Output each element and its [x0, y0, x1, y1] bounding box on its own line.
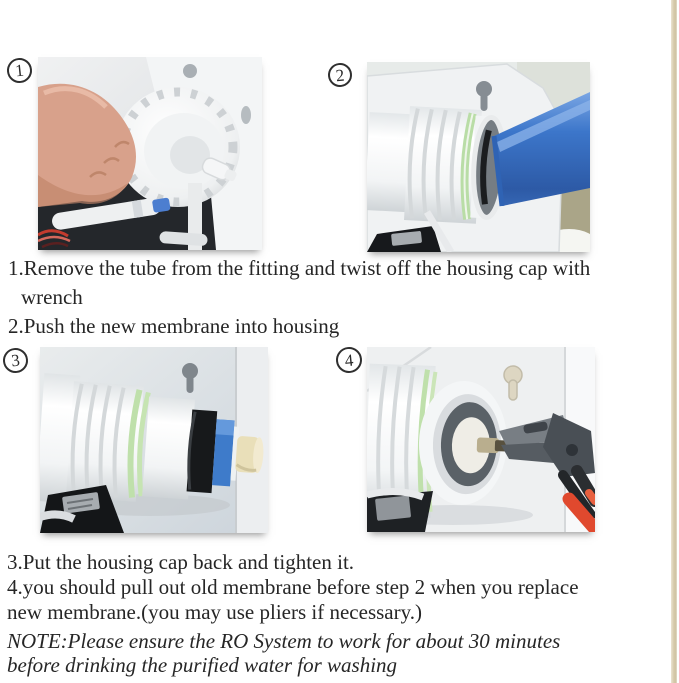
membrane-housing: [367, 104, 507, 225]
step-1-photo: [38, 57, 262, 250]
step-3-photo: [40, 347, 268, 533]
note-line-2: before drinking the purified water for washing: [7, 653, 398, 677]
instruction-line-1: 1.Remove the tube from the fitting and twist off the housing cap with: [8, 256, 591, 280]
instruction-line-2: 2.Push the new membrane into housing: [8, 314, 340, 338]
note-line-1: NOTE:Please ensure the RO System to work for about 30 minutes: [7, 629, 561, 653]
membrane-seated-illustration: [40, 347, 268, 533]
step-2-number: 2: [334, 65, 346, 85]
step-2-photo: [367, 62, 590, 252]
instruction-line-4: 4.you should pull out old membrane before step 2 when you replace: [7, 575, 579, 599]
instructions-top: [8, 254, 590, 341]
step-3-number: 3: [10, 350, 21, 371]
membrane-insert-illustration: [367, 62, 590, 252]
instruction-line-3: 3.Put the housing cap back and tighten it.: [7, 550, 355, 574]
step-4-number: 4: [343, 350, 355, 370]
instruction-line-4-wrap: new membrane.(you may use pliers if necessary.): [7, 600, 422, 624]
step-4-photo: [367, 347, 595, 532]
step-2-badge: [327, 62, 353, 88]
fitting-box: [367, 491, 433, 532]
panel-hole: [183, 64, 197, 78]
instruction-line-1-wrap: wrench: [21, 285, 83, 309]
right-edge-stripe: [671, 0, 677, 683]
cap-wrench-illustration: [38, 57, 262, 250]
panel-slot: [241, 106, 251, 124]
step-1-badge: [6, 57, 33, 84]
step-1-number: 1: [14, 60, 25, 81]
step-4-badge: [335, 346, 364, 375]
step-3-badge: [2, 347, 29, 374]
pliers-pull-illustration: [367, 347, 595, 532]
note: [7, 629, 560, 677]
instructions-bottom: [7, 550, 579, 625]
